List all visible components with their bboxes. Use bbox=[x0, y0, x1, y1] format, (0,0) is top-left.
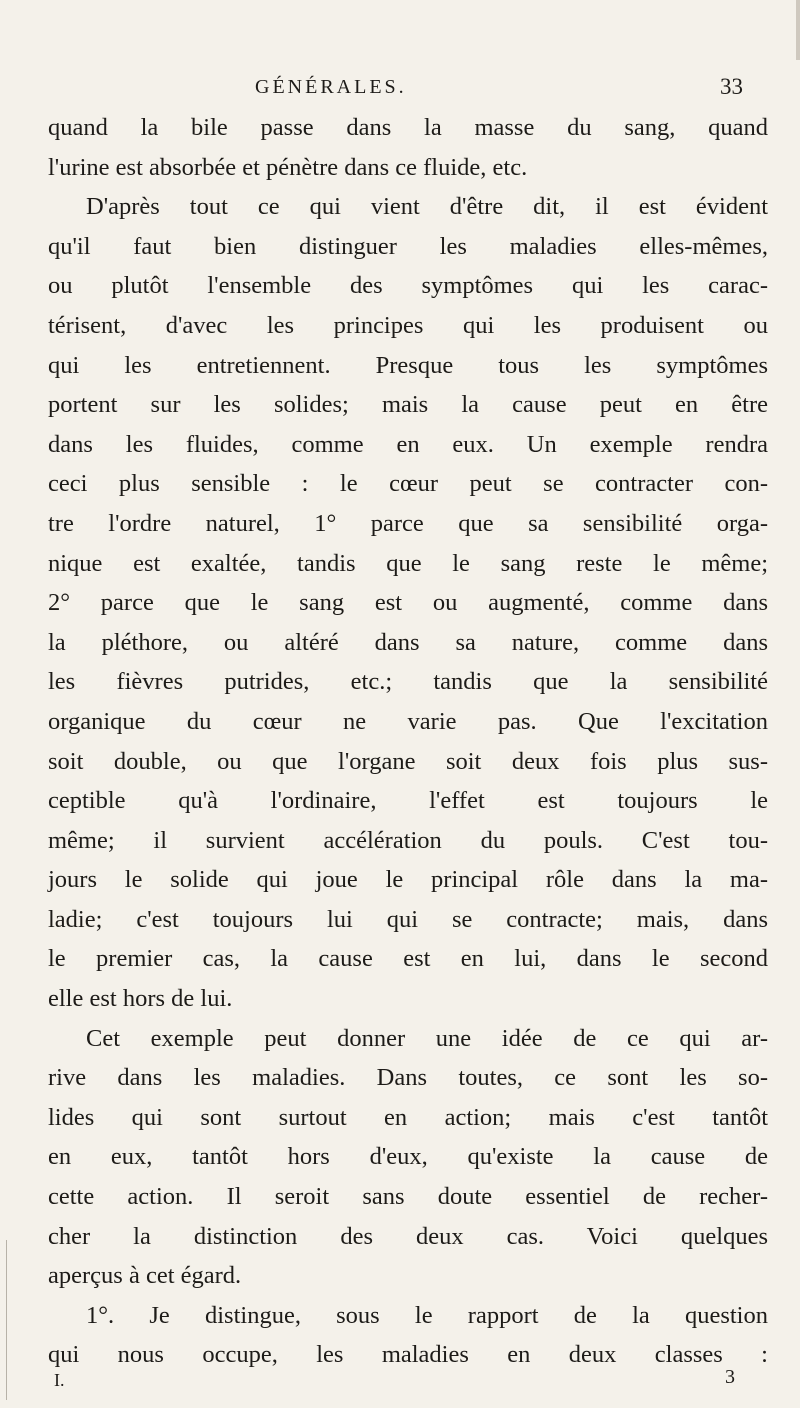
text-line: D'après tout ce qui vient d'être dit, il est évident bbox=[86, 193, 768, 221]
text-line: rive dans les maladies. Dans toutes, ce sont les so- bbox=[48, 1064, 768, 1092]
signature-mark: I. bbox=[54, 1370, 65, 1390]
text-line: ladie; c'est toujours lui qui se contracte; mais, dans bbox=[48, 905, 768, 933]
text-line: même; il survient accélération du pouls. C'est tou- bbox=[48, 826, 768, 854]
gutter-line bbox=[6, 1240, 7, 1400]
text-line: quand la bile passe dans la masse du sang, quand bbox=[48, 114, 768, 141]
text-line: ou plutôt l'ensemble des symptômes qui les carac- bbox=[48, 272, 768, 300]
text-line: aperçus à cet égard. bbox=[48, 1262, 242, 1290]
page-edge-shadow bbox=[796, 0, 800, 60]
text-line: qu'il faut bien distinguer les maladies elles-mêmes, bbox=[48, 232, 768, 260]
text-line: cher la distinction des deux cas. Voici quelques bbox=[48, 1222, 768, 1250]
text-line: soit double, ou que l'organe soit deux fois plus sus- bbox=[48, 747, 768, 775]
text-line: la pléthore, ou altéré dans sa nature, comme dans bbox=[48, 628, 768, 656]
text-line: elle est hors de lui. bbox=[48, 985, 233, 1013]
text-line: en eux, tantôt hors d'eux, qu'existe la cause de bbox=[48, 1143, 768, 1171]
text-line: dans les fluides, comme en eux. Un exemple rendra bbox=[48, 430, 768, 458]
text-line: qui nous occupe, les maladies en deux classes : bbox=[48, 1341, 768, 1369]
text-line: 2° parce que le sang est ou augmenté, comme dans bbox=[48, 589, 768, 617]
text-line: jours le solide qui joue le principal rôle dans la ma- bbox=[48, 866, 768, 894]
text-line: qui les entretiennent. Presque tous les symptômes bbox=[48, 351, 768, 379]
text-line: lides qui sont surtout en action; mais c'est tantôt bbox=[48, 1103, 768, 1131]
text-line: organique du cœur ne varie pas. Que l'excitation bbox=[48, 707, 768, 735]
text-line: ceptible qu'à l'ordinaire, l'effet est toujours le bbox=[48, 787, 768, 815]
text-line: Cet exemple peut donner une idée de ce qui ar- bbox=[86, 1024, 768, 1052]
text-line: tre l'ordre naturel, 1° parce que sa sensibilité orga- bbox=[48, 509, 768, 537]
text-line: portent sur les solides; mais la cause peut en être bbox=[48, 391, 768, 419]
text-line: 1°. Je distingue, sous le rapport de la question bbox=[86, 1301, 768, 1329]
page-footer bbox=[0, 1366, 800, 1406]
text-line: le premier cas, la cause est en lui, dans le second bbox=[48, 945, 768, 973]
text-line: nique est exaltée, tandis que le sang reste le même; bbox=[48, 549, 768, 577]
text-line: térisent, d'avec les principes qui les produisent ou bbox=[48, 311, 768, 339]
running-head: GÉNÉRALES. bbox=[255, 76, 407, 98]
body-text bbox=[48, 108, 768, 1375]
text-line: les fièvres putrides, etc.; tandis que la sensibilité bbox=[48, 668, 768, 696]
signature-number: 3 bbox=[725, 1366, 735, 1388]
page-number: 33 bbox=[720, 74, 743, 99]
text-line: l'urine est absorbée et pénètre dans ce fluide, etc. bbox=[48, 153, 528, 181]
text-line: cette action. Il seroit sans doute essentiel de recher- bbox=[48, 1183, 768, 1211]
text-line: ceci plus sensible : le cœur peut se contracter con- bbox=[48, 470, 768, 498]
page-header bbox=[0, 76, 800, 108]
